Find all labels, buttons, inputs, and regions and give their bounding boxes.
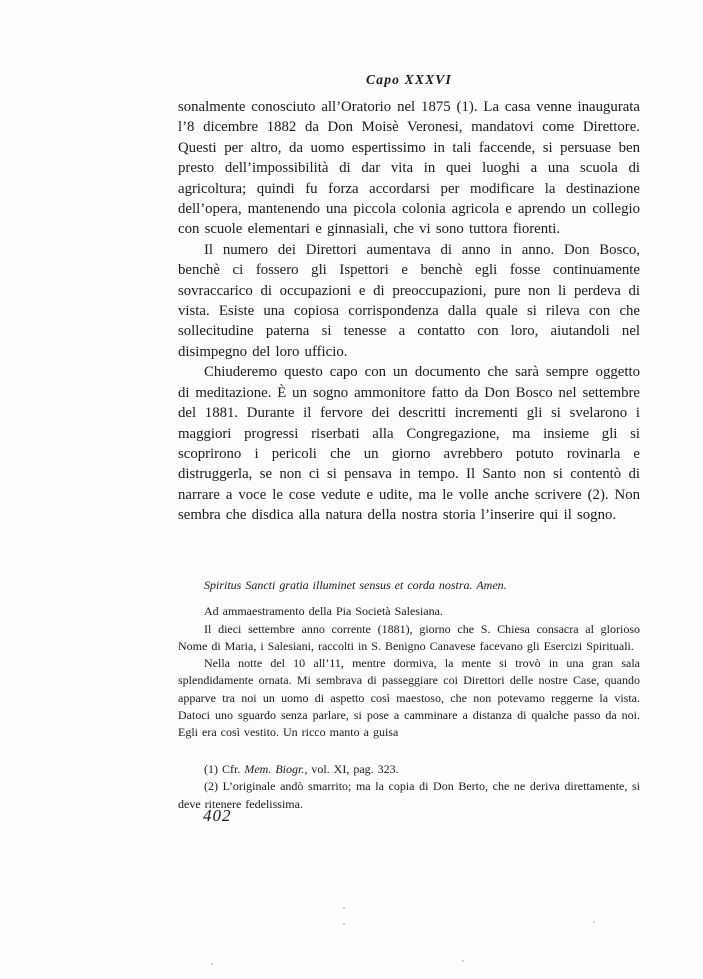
scan-speckle <box>343 923 345 925</box>
dream-paragraph-dedication: Ad ammaestramento della Pia Società Salesiana. <box>204 604 443 619</box>
scan-speckle <box>211 963 213 965</box>
footnote-2: (2) L’originale andò smarrito; ma la copia di Don Berto, che ne deriva direttamente, si deve ritenere fedelissima. <box>178 779 640 811</box>
chapter-header: Capo XXXVI <box>366 72 452 87</box>
footnote-1-prefix: (1) Cfr. <box>204 762 245 776</box>
paragraph-continuation: sonalmente conosciuto all’Oratorio nel 1875 (1). La casa venne inaugurata l’8 dicembre 1882 da Don Moisè Veronesi, mandatovi come Direttore. Questi per altro, da uomo espertissimo in tali faccende, si persuase ben presto dell’impossibilità di dar vita in quei luoghi a una scuola di agricoltura; quindi fu forza accordarsi per modificare la destinazione dell’opera, mantenendo una piccola colonia agricola e aprendo un collegio con scuole elementari e ginnasiali, che vi sono tuttora fiorenti. <box>178 99 640 238</box>
footnotes-block <box>178 761 640 813</box>
body-text-block <box>178 97 640 526</box>
scan-speckle <box>343 907 345 909</box>
paragraph-direttori: Il numero dei Direttori aumentava di anno in anno. Don Bosco, benchè ci fossero gli Ispettori e benchè egli fosse continuamente sovraccarico di occupazioni e di preoccupazioni, pure non li perdeva di vista. Esiste una copiosa corrispondenza dalla quale si rileva con che sollecitudine paterna si tenesse a contatto con loro, aiutandoli nel disimpegno del loro ufficio. <box>178 241 640 360</box>
paragraph-sogno-intro: Chiuderemo questo capo con un documento che sarà sempre oggetto di meditazione. È un sogno ammonitore fatto da Don Bosco nel settembre del 1881. Durante il fervore dei descritti incrementi gli si svelarono i maggiori progressi riserbati alla Congregazione, ma insieme gli si scoprirono i pericoli che un giorno avrebbero potuto rovinarla e distruggerla, se non ci si pensava in tempo. Il Santo non si contentò di narrare a voce le cose vedute e udite, ma le volle anche scrivere (2). Non sembra che disdica alla natura della nostra storia l’inserire qui il sogno. <box>178 364 640 524</box>
scan-speckle <box>462 960 464 962</box>
dream-document-block <box>178 577 640 742</box>
scan-speckle <box>593 921 595 923</box>
footnote-1-suffix: vol. XI, pag. 323. <box>307 762 399 776</box>
dream-paragraph-date: Il dieci settembre anno corrente (1881), giorno che S. Chiesa consacra al glorioso Nome di Maria, i Salesiani, raccolti in S. Benigno Canavese facevano gli Esercizi Spirituali. <box>178 621 640 653</box>
latin-invocation: Spiritus Sancti gratia illuminet sensus et corda nostra. Amen. <box>204 578 507 592</box>
footnote-1 <box>178 761 640 778</box>
dream-paragraph-vision: Nella notte del 10 all’11, mentre dormiva, la mente si trovò in una gran sala splendidamente ornata. Mi sembrava di passeggiare coi Direttori delle nostre Case, quando apparve tra noi un uomo di aspetto così maestoso, che non potevamo reggerne la vista. Datoci uno sguardo senza parlare, si pose a camminare a distanza di qualche passo da noi. Egli era così vestito. Un ricco manto a guisa <box>178 656 640 740</box>
footnote-1-title: Mem. Biogr., <box>244 762 308 776</box>
page-number: 402 <box>203 806 232 825</box>
